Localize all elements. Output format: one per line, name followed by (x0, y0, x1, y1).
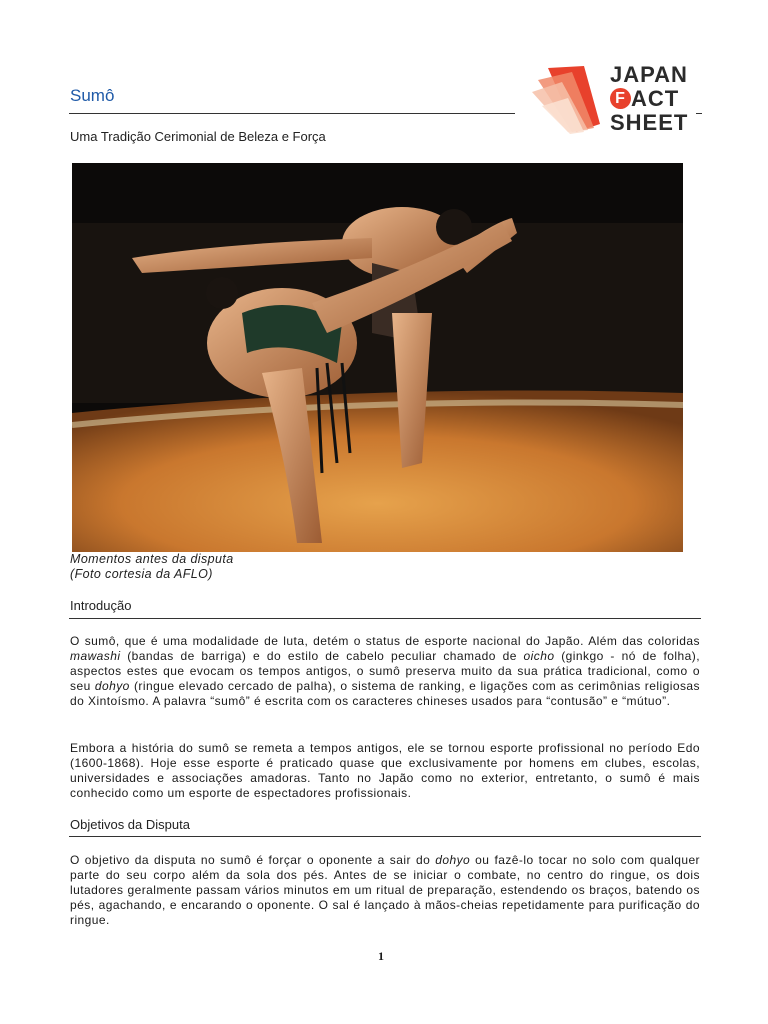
italic-term: oicho (523, 649, 555, 663)
paragraph-intro-1 (70, 634, 700, 709)
page-number: 1 (378, 949, 384, 963)
logo-f-badge: F (610, 88, 631, 109)
text-run: O sumô, que é uma modalidade de luta, detém o status de esporte nacional do Japão. Além das coloridas (70, 634, 700, 648)
logo-act: ACT (631, 86, 680, 111)
logo-line-sheet: SHEET (610, 110, 689, 135)
photo-caption (70, 552, 234, 582)
section-heading-introducao: Introdução (70, 598, 132, 613)
text-run: O objetivo da disputa no sumô é forçar o oponente a sair do (70, 853, 436, 867)
logo-line-fact (610, 88, 679, 110)
page-title: Sumô (70, 86, 115, 105)
italic-term: mawashi (70, 649, 121, 663)
sumo-wrestlers-image (72, 163, 683, 552)
section-heading-objetivos: Objetivos da Disputa (70, 817, 190, 832)
text-run: ou fazê-lo tocar no solo com qualquer parte do seu corpo além da sola dos pés. Antes de se iniciar o combate, no centro do ringue, os dois lutadores geralmente passam vários minutos em um ritual de preparação, estendendo os braços, batendo os pés, agachando, e encarando o oponente. O sal é lançado à mãos-cheias repetidamente para purificação do ringue. (70, 853, 701, 927)
paragraph-intro-2 (70, 741, 700, 801)
logo-line-japan: JAPAN (610, 62, 688, 87)
sumo-photo (72, 163, 683, 552)
text-run: Embora a história do sumô se remeta a tempos antigos, ele se tornou esporte profissional no período Edo (1600-1868). Hoje esse esporte é praticado quase que exclusivamente por homens em clubes, escolas, universidades e associações amadoras. Tanto no Japão como no exterior, entretanto, o sumô é mais conhecido como um esporte de espectadores profissionais. (70, 741, 700, 800)
page-subtitle: Uma Tradição Cerimonial de Beleza e Força (70, 129, 326, 144)
text-run: (bandas de barriga) e do estilo de cabelo peculiar chamado de (120, 649, 524, 663)
italic-term: dohyo (94, 679, 130, 693)
caption-line-1: Momentos antes da disputa (70, 552, 234, 566)
title-divider (69, 113, 515, 114)
paragraph-objetivos-1 (70, 853, 700, 928)
text-run: (ringue elevado cercado de palha), o sistema de ranking, e ligações com as cerimônias religiosas do Xintoísmo. A palavra “sumô” é escrita com os caracteres chineses usados para “contusão” e “mútuo”. (70, 679, 700, 708)
caption-line-2: (Foto cortesia da AFLO) (70, 567, 213, 581)
japan-fact-sheet-logo (528, 62, 698, 136)
italic-term: dohyo (435, 853, 471, 867)
text-run: (ginkgo - nó de folha), aspectos estes que evocam os tempos antigos, o sumô preserva muito da sua prática tradicional, como o seu (70, 649, 700, 693)
section-divider (69, 836, 701, 837)
section-divider (69, 618, 701, 619)
